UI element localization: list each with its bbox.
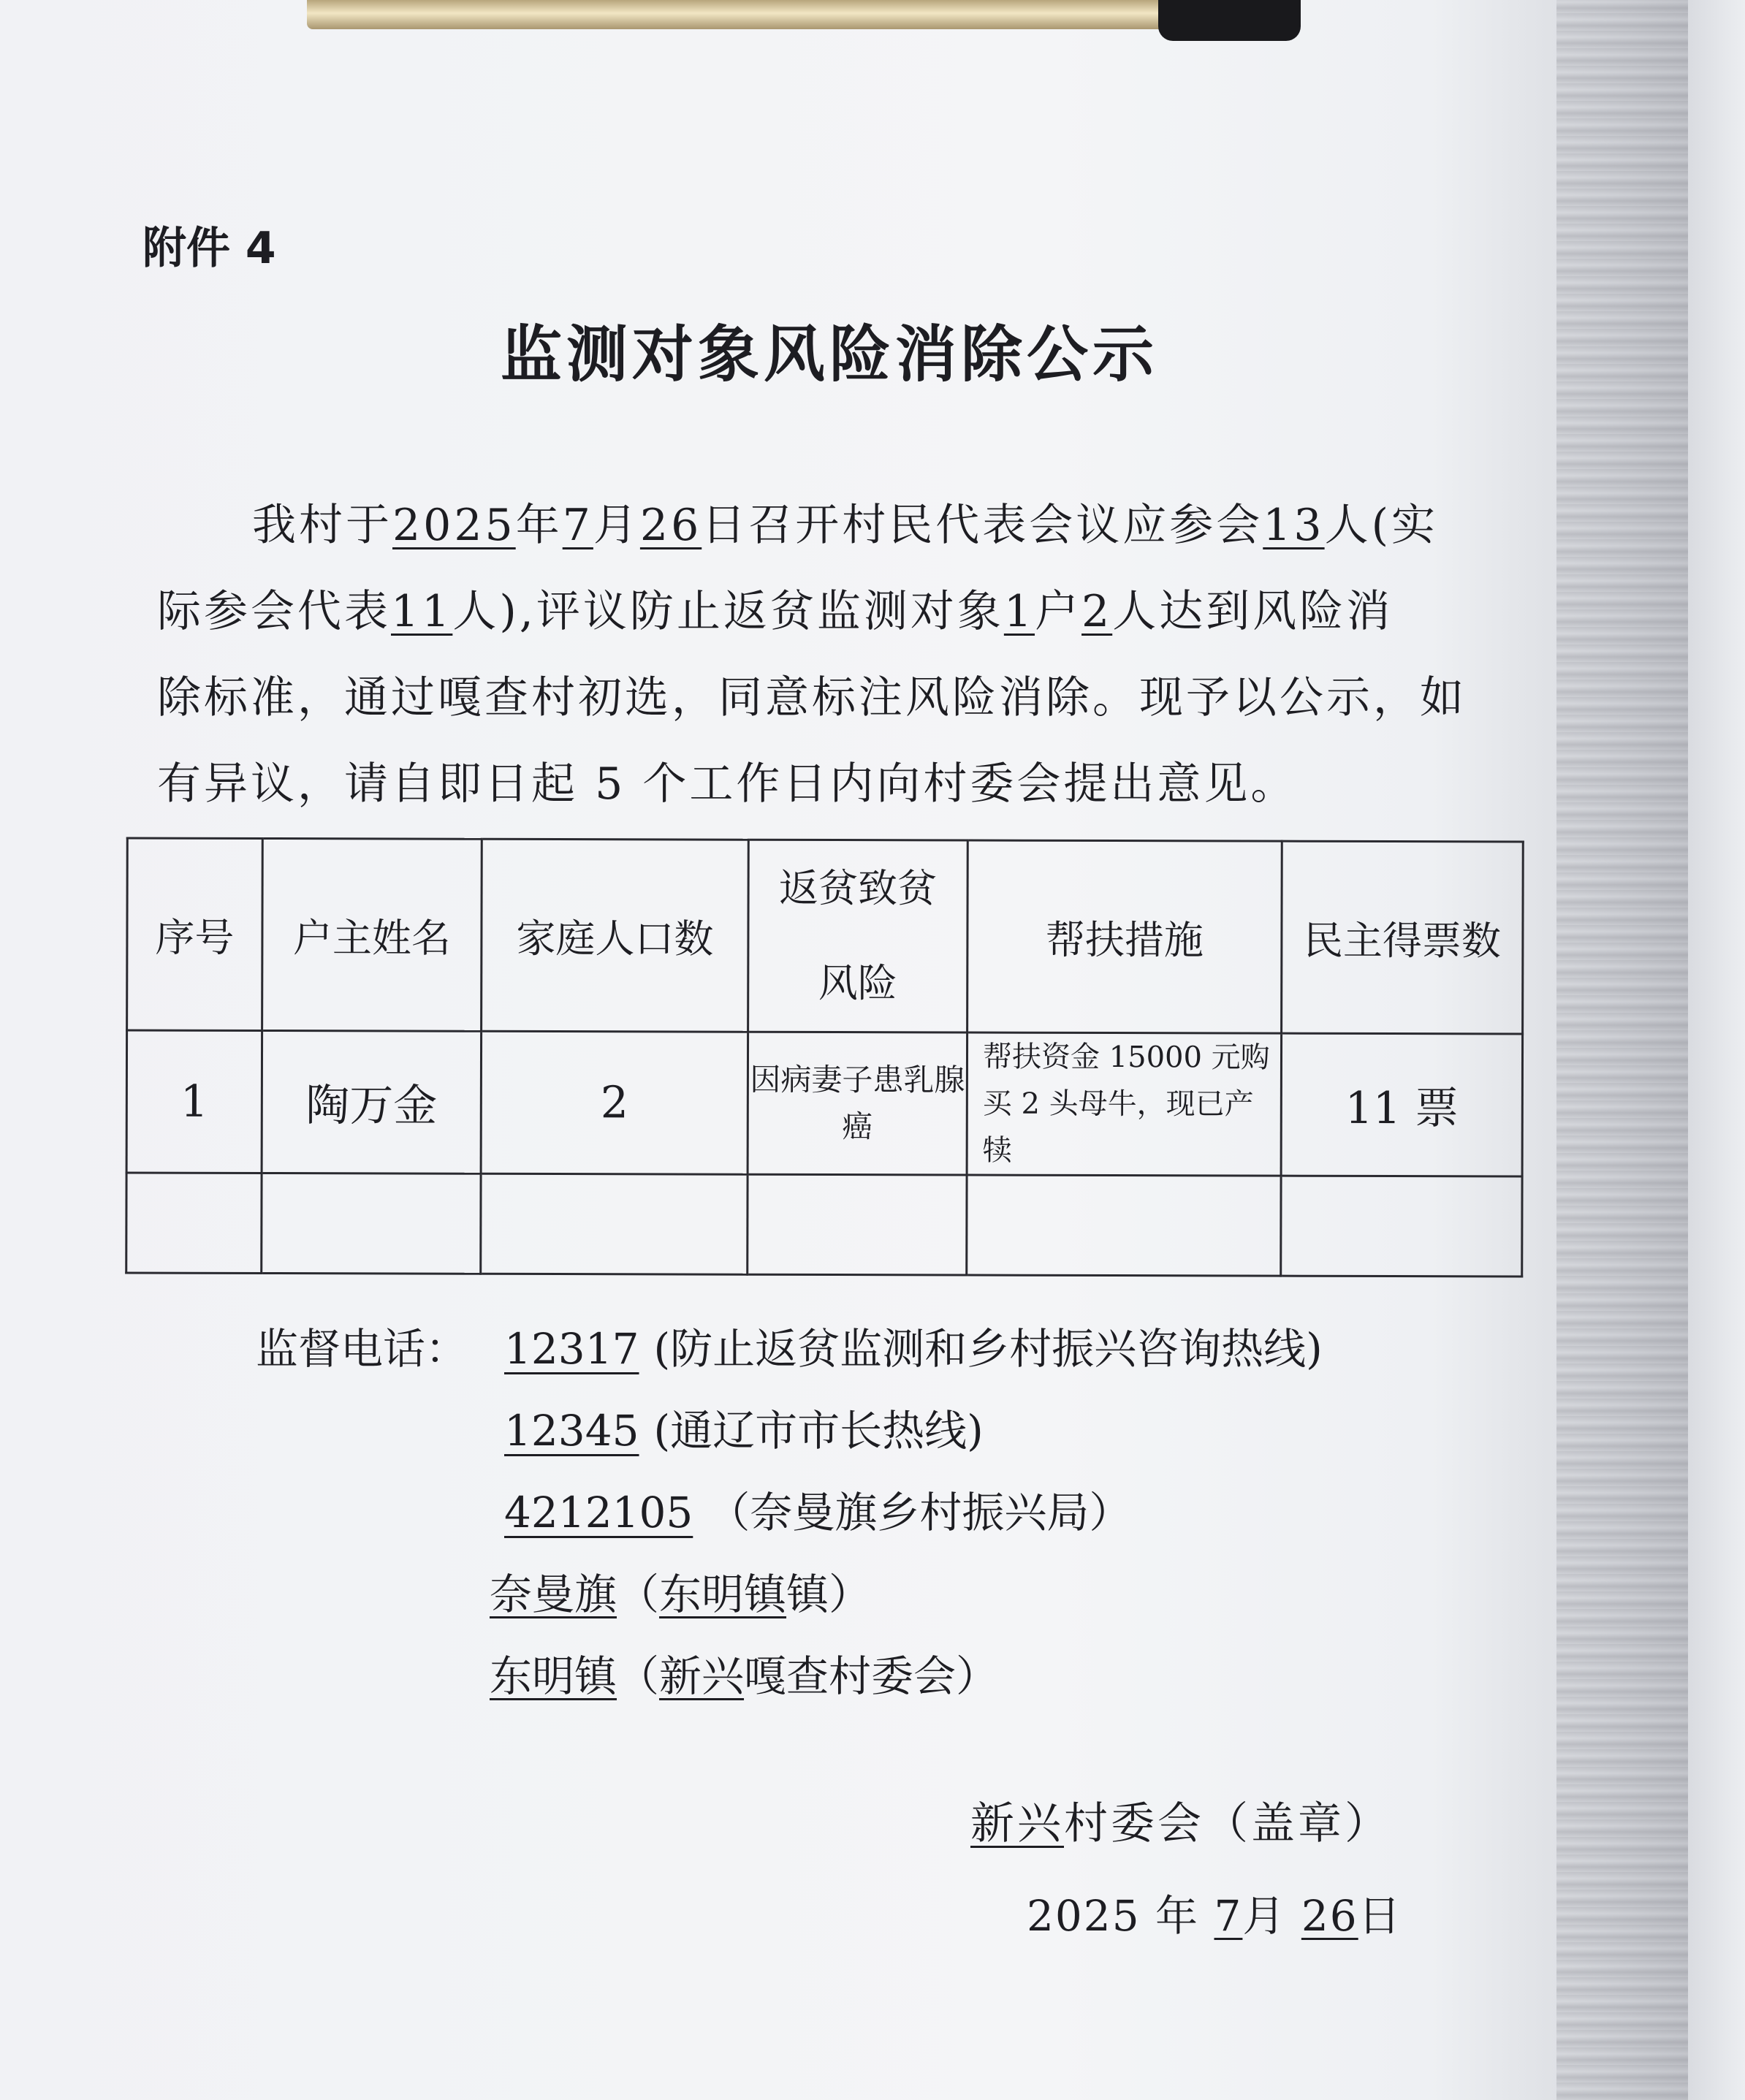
paragraph-line-4: 有异议，请自即日起 5 个工作日内向村委会提出意见。 bbox=[157, 758, 1298, 810]
empty-cell bbox=[967, 1175, 1281, 1276]
village-name: 新兴 bbox=[970, 1798, 1064, 1849]
meeting-year: 2025 bbox=[392, 500, 516, 551]
table-header-row bbox=[127, 838, 1524, 1034]
village-line bbox=[256, 1635, 1323, 1717]
empty-cell bbox=[1281, 1176, 1522, 1277]
phone-desc: (通辽市市长热线) bbox=[653, 1406, 984, 1456]
actual-attendees: 11 bbox=[391, 586, 453, 637]
town-name: 东明镇 bbox=[659, 1570, 787, 1619]
text: （ bbox=[617, 1570, 660, 1619]
text: 年 bbox=[515, 500, 563, 551]
meeting-day: 26 bbox=[639, 500, 702, 551]
header-risk-line2: 风险 bbox=[818, 959, 897, 1007]
date-day: 26 bbox=[1301, 1891, 1358, 1941]
paragraph-line-1 bbox=[157, 482, 1502, 568]
expected-attendees: 13 bbox=[1263, 500, 1325, 551]
empty-cell bbox=[262, 1173, 481, 1274]
phone-number: 4212105 bbox=[504, 1488, 693, 1537]
header-seq: 序号 bbox=[127, 838, 263, 1030]
text: 镇） bbox=[786, 1570, 872, 1619]
cell-measures: 帮扶资金 15000 元购买 2 头母牛，现已产犊 bbox=[967, 1032, 1282, 1176]
phone-number: 12345 bbox=[504, 1406, 639, 1456]
text: 日召开村民代表会议应参会 bbox=[702, 500, 1263, 551]
phone-desc: （奈曼旗乡村振兴局） bbox=[707, 1488, 1132, 1537]
text: 嘎查村委会） bbox=[744, 1651, 999, 1701]
text: 月 bbox=[1242, 1891, 1287, 1941]
paragraph-line-2 bbox=[157, 568, 1502, 655]
header-votes: 民主得票数 bbox=[1282, 841, 1524, 1034]
text: 村委会（盖章） bbox=[1064, 1798, 1391, 1849]
empty-cell bbox=[481, 1173, 748, 1274]
text: 人(实 bbox=[1324, 500, 1439, 551]
cell-name: 陶万金 bbox=[262, 1030, 482, 1173]
phone-desc: (防止返贫监测和乡村振兴咨询热线) bbox=[653, 1324, 1323, 1374]
signature-date bbox=[1027, 1882, 1402, 1943]
text: （ bbox=[617, 1651, 660, 1701]
supervision-phones bbox=[256, 1308, 1323, 1717]
village-name: 新兴 bbox=[659, 1651, 745, 1701]
notice-paragraph bbox=[157, 482, 1502, 827]
text: 月 bbox=[593, 500, 640, 551]
phone-line bbox=[256, 1390, 1323, 1472]
household-count: 1 bbox=[1003, 586, 1035, 637]
text: 日 bbox=[1358, 1891, 1402, 1941]
empty-cell bbox=[748, 1174, 967, 1275]
date-year: 2025 bbox=[1027, 1891, 1141, 1941]
header-measures: 帮扶措施 bbox=[967, 840, 1282, 1033]
text: 我村于 bbox=[252, 500, 392, 551]
attachment-label: 附件 4 bbox=[142, 223, 276, 274]
text: 际参会代表 bbox=[157, 586, 391, 637]
cell-family-size: 2 bbox=[481, 1031, 748, 1174]
supervision-label: 监督电话： bbox=[256, 1324, 468, 1374]
header-family-size: 家庭人口数 bbox=[482, 839, 749, 1032]
signature-org bbox=[970, 1789, 1391, 1852]
person-count: 2 bbox=[1081, 586, 1113, 637]
table-row-empty bbox=[126, 1173, 1522, 1277]
meeting-month: 7 bbox=[562, 500, 593, 551]
phone-number: 12317 bbox=[504, 1324, 639, 1374]
header-name: 户主姓名 bbox=[262, 838, 482, 1031]
header-risk-line1: 返贫致贫 bbox=[779, 864, 938, 912]
phone-line bbox=[256, 1472, 1323, 1553]
cell-votes: 11 票 bbox=[1281, 1033, 1523, 1176]
page-edge bbox=[1688, 0, 1745, 2100]
text: 年 bbox=[1155, 1891, 1200, 1941]
text: 人达到风险消 bbox=[1112, 586, 1394, 637]
county-name: 奈曼旗 bbox=[490, 1570, 617, 1619]
page-title: 监测对象风险消除公示 bbox=[500, 319, 1158, 390]
phone-line bbox=[256, 1308, 1323, 1390]
date-month: 7 bbox=[1214, 1891, 1243, 1941]
table-row bbox=[126, 1030, 1523, 1176]
clipboard-clip-end bbox=[1158, 0, 1301, 41]
cell-seq: 1 bbox=[126, 1030, 262, 1173]
town-line bbox=[256, 1553, 1323, 1635]
text: 人),评议防止返贫监测对象 bbox=[452, 586, 1004, 637]
empty-cell bbox=[126, 1173, 262, 1273]
publicity-table bbox=[125, 837, 1524, 1277]
paragraph-line-3: 除标准，通过嘎查村初选，同意标注风险消除。现予以公示，如 bbox=[157, 672, 1467, 723]
cell-risk: 因病妻子患乳腺癌 bbox=[748, 1032, 967, 1175]
town-name: 东明镇 bbox=[490, 1651, 617, 1701]
text: 户 bbox=[1035, 586, 1082, 637]
clipboard-clip bbox=[307, 0, 1184, 29]
header-risk bbox=[748, 840, 968, 1032]
